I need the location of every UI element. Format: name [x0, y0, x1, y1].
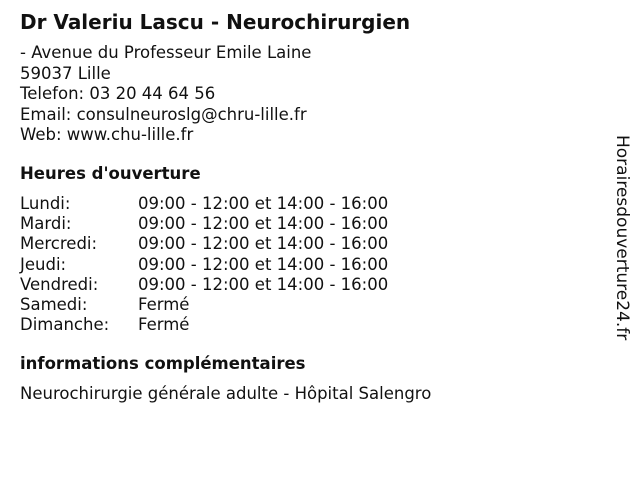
site-watermark: Horairesdouverture24.fr — [612, 135, 632, 341]
hours-day: Vendredi: — [20, 274, 99, 294]
address-block — [20, 43, 311, 146]
phone-line: Telefon: 03 20 44 64 56 — [20, 84, 216, 103]
hours-day: Lundi: — [20, 194, 71, 213]
hours-row — [20, 295, 388, 315]
hours-row — [20, 315, 388, 335]
web-line: Web: www.chu-lille.fr — [20, 125, 194, 144]
hours-time: 09:00 - 12:00 et 14:00 - 16:00 — [138, 214, 389, 234]
hours-time: Fermé — [138, 295, 190, 315]
hours-time: 09:00 - 12:00 et 14:00 - 16:00 — [138, 234, 389, 254]
hours-table — [20, 194, 388, 335]
hours-day: Samedi: — [20, 295, 88, 315]
hours-row — [20, 194, 388, 214]
email-line: Email: consulneuroslg@chru-lille.fr — [20, 104, 307, 124]
hours-time: 09:00 - 12:00 et 14:00 - 16:00 — [138, 254, 389, 274]
page-title: Dr Valeriu Lascu - Neurochirurgien — [20, 10, 411, 34]
hours-row — [20, 275, 388, 295]
hours-day: Mercredi: — [20, 234, 98, 254]
hours-time: 09:00 - 12:00 et 14:00 - 16:00 — [138, 194, 389, 213]
address-city: 59037 Lille — [20, 63, 111, 83]
hours-time: 09:00 - 12:00 et 14:00 - 16:00 — [138, 274, 389, 294]
hours-row — [20, 255, 388, 275]
hours-day: Dimanche: — [20, 315, 110, 335]
hours-day: Mardi: — [20, 214, 72, 234]
hours-day: Jeudi: — [20, 254, 67, 274]
info-heading: informations complémentaires — [20, 354, 306, 373]
info-text: Neurochirurgie générale adulte - Hôpital Salengro — [20, 384, 432, 403]
hours-row — [20, 234, 388, 254]
address-street: - Avenue du Professeur Emile Laine — [20, 43, 312, 62]
hours-heading: Heures d'ouverture — [20, 164, 201, 183]
hours-row — [20, 214, 388, 234]
hours-time: Fermé — [138, 315, 190, 335]
